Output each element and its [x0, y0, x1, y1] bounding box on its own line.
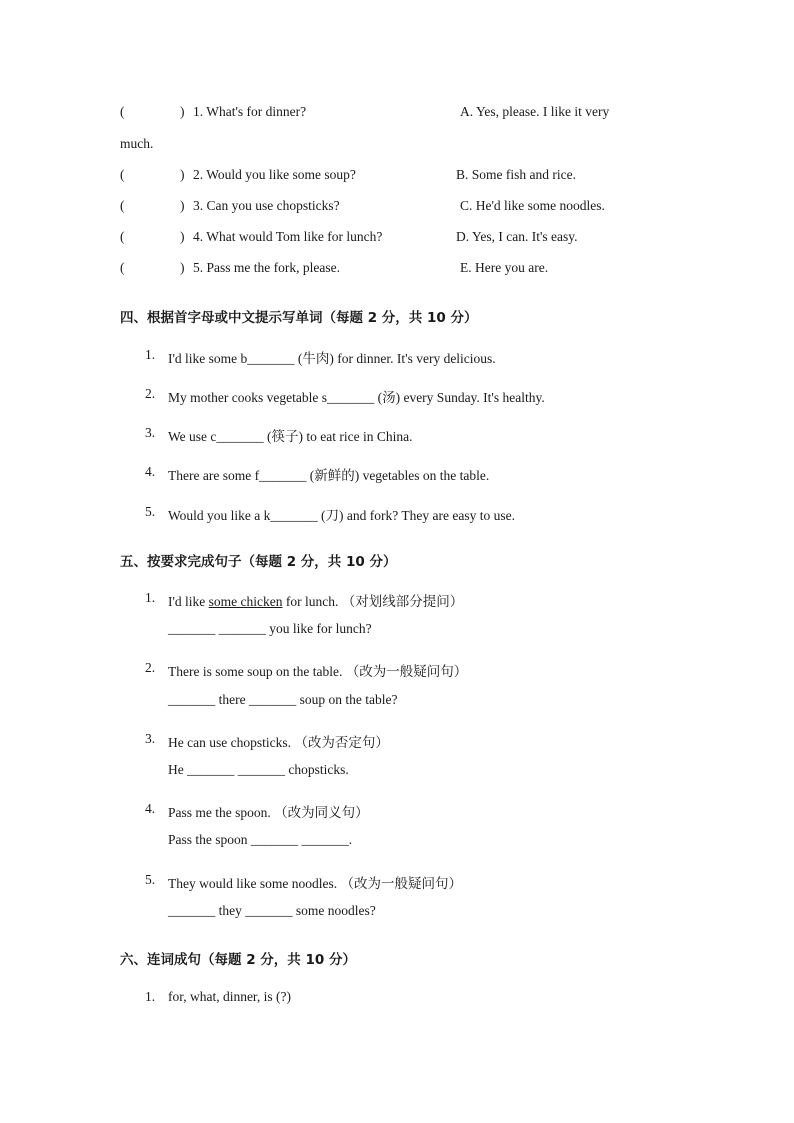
question-text: They would like some noodles. （改为一般疑问句）	[168, 876, 462, 891]
answer-paren-open: (	[120, 167, 125, 182]
question-text: There are some f_______ (新鲜的) vegetables on the table.	[168, 468, 490, 483]
question-text: My mother cooks vegetable s_______ (汤) every Sunday. It's healthy.	[168, 390, 545, 405]
answer-paren-close: )	[180, 260, 185, 275]
question-text: He can use chopsticks. （改为否定句）	[168, 735, 389, 750]
matching-answer-wrap: much.	[120, 136, 154, 151]
item-number: 2.	[145, 386, 156, 401]
answer-paren-open: (	[120, 260, 125, 275]
answer-line: He _______ _______ chopsticks.	[168, 762, 349, 777]
answer-line: _______ they _______ some noodles?	[168, 903, 376, 918]
question-text: We use c_______ (筷子) to eat rice in China.	[168, 429, 413, 444]
item-number: 4.	[145, 801, 156, 816]
answer-line: Pass the spoon _______ _______.	[168, 832, 353, 847]
question-text: There is some soup on the table. （改为一般疑问句）	[168, 664, 468, 679]
item-number: 3.	[145, 425, 156, 440]
matching-answer: B. Some fish and rice.	[456, 167, 576, 182]
item-number: 5.	[145, 504, 156, 519]
matching-question: 3. Can you use chopsticks?	[193, 198, 340, 213]
item-number: 5.	[145, 872, 156, 887]
matching-question: 5. Pass me the fork, please.	[193, 260, 340, 275]
answer-paren-close: )	[180, 229, 185, 244]
item-number: 4.	[145, 464, 156, 479]
matching-answer: D. Yes, I can. It's easy.	[456, 229, 578, 244]
question-text-part: for lunch. （对划线部分提问）	[282, 594, 464, 609]
section-heading: 六、连词成句（每题 2 分，共 10 分）	[120, 952, 356, 968]
question-text: for, what, dinner, is (?)	[168, 989, 292, 1004]
item-number: 1.	[145, 989, 156, 1004]
question-text: Pass me the spoon. （改为同义句）	[168, 805, 369, 820]
question-text: Would you like a k_______ (刀) and fork? They are easy to use.	[168, 508, 515, 523]
answer-paren-close: )	[180, 104, 185, 119]
matching-answer: A. Yes, please. I like it very	[460, 104, 610, 119]
question-text-part: I'd like	[168, 594, 209, 609]
answer-paren-close: )	[180, 198, 185, 213]
answer-line: _______ _______ you like for lunch?	[168, 621, 372, 636]
matching-answer: E. Here you are.	[460, 260, 549, 275]
matching-question: 4. What would Tom like for lunch?	[193, 229, 383, 244]
item-number: 2.	[145, 660, 156, 675]
section-heading: 四、根据首字母或中文提示写单词（每题 2 分，共 10 分）	[120, 310, 478, 326]
item-number: 1.	[145, 590, 156, 605]
question-text	[168, 590, 463, 610]
matching-question: 1. What's for dinner?	[193, 104, 307, 119]
item-number: 1.	[145, 347, 156, 362]
section-heading: 五、按要求完成句子（每题 2 分，共 10 分）	[120, 554, 397, 570]
answer-paren-open: (	[120, 229, 125, 244]
question-text: I'd like some b_______ (牛肉) for dinner. It's very delicious.	[168, 351, 496, 366]
matching-answer: C. He'd like some noodles.	[460, 198, 605, 213]
item-number: 3.	[145, 731, 156, 746]
matching-question: 2. Would you like some soup?	[193, 167, 356, 182]
answer-paren-open: (	[120, 198, 125, 213]
underlined-phrase: some chicken	[208, 594, 283, 609]
answer-paren-close: )	[180, 167, 185, 182]
answer-paren-open: (	[120, 104, 125, 119]
answer-line: _______ there _______ soup on the table?	[168, 692, 398, 707]
